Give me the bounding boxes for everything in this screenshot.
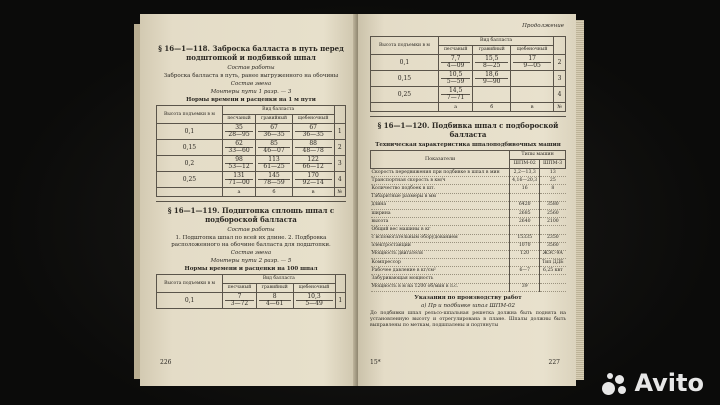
table-row xyxy=(371,87,566,103)
height-cell: 0,25 xyxy=(157,172,223,188)
spec-type: ШПМ-3 xyxy=(540,160,566,169)
table-row xyxy=(157,124,346,140)
notes-subhead: а) Пр и подбивке шпал ШПМ-02 xyxy=(420,302,516,309)
spec-value xyxy=(510,226,540,234)
spec-row xyxy=(371,193,566,201)
spec-row xyxy=(371,283,566,291)
spec-value: 2100 xyxy=(540,218,566,226)
col-type: щебеночный xyxy=(292,115,334,124)
continuation-label: Продолжение xyxy=(522,23,564,29)
s119-crew: Монтеры пути 2 разр. — 5 xyxy=(210,258,292,264)
col-type: щебеночный xyxy=(293,284,335,293)
spec-row xyxy=(371,259,566,267)
norm-cell: 98 53—12 xyxy=(222,156,255,172)
height-cell: 0,2 xyxy=(157,156,223,172)
spec-param: Рабочее давление в кг/см² xyxy=(371,267,510,275)
col-height-header: Высота подъемки в м xyxy=(157,106,223,124)
col-letter: № xyxy=(334,188,345,197)
spec-value: 2640 xyxy=(510,218,540,226)
norm-cell: 17 9—05 xyxy=(511,55,554,71)
book-edge-right xyxy=(576,20,584,380)
divider xyxy=(156,201,346,202)
col-type: песчаный xyxy=(222,115,255,124)
spec-row xyxy=(371,169,566,177)
spec-value xyxy=(510,193,540,201)
col-letter: а xyxy=(222,188,255,197)
norm-cell: 85 46—07 xyxy=(256,140,293,156)
section-120-title: § 16—1—120. Подбивка шпал с подбороской балласта xyxy=(377,121,559,139)
spec-value: 25 xyxy=(540,177,566,185)
spec-value: 13 xyxy=(540,169,566,177)
col-letter: в xyxy=(292,188,334,197)
norm-cell: 10,3 5—49 xyxy=(293,293,335,309)
spec-row xyxy=(371,201,566,209)
s119-composition: 1. Подштопка шпал по всей их длине. 2. Подбровка расположенного на обочине балласта для подштопки. xyxy=(171,235,331,248)
spec-value: ЖЭС-9А xyxy=(540,250,566,258)
norm-cell: 122 66—12 xyxy=(292,156,334,172)
col-type: гравийный xyxy=(256,115,293,124)
spec-value: 8 xyxy=(540,185,566,193)
table-row xyxy=(371,71,566,87)
norm-cell: 170 92—14 xyxy=(292,172,334,188)
notes-text: До подбивки шпал рельсо-шпальная решетка должна быть поднята на установленную высоту и отрегулирована в плане. Шпалы должны быть выправлены по меткам, подшпалены и подтянуты xyxy=(370,310,566,328)
spec-param: Забуривающая мощность xyxy=(371,275,510,283)
row-number: 2 xyxy=(554,55,566,71)
norm-cell xyxy=(473,87,511,103)
col-type: песчаный xyxy=(438,46,473,55)
spec-param: Транспортная скорость в км/ч xyxy=(371,177,510,185)
height-cell: 0,15 xyxy=(157,140,223,156)
col-type: песчаный xyxy=(223,284,257,293)
row-number: 3 xyxy=(334,156,345,172)
section-118-title: § 16—1—118. Заброска балласта в путь перед подштопкой и подбивкой шпал xyxy=(158,44,344,62)
spec-param: Компрессор xyxy=(371,259,510,267)
table-row xyxy=(157,293,346,309)
spec-row xyxy=(371,218,566,226)
s119-composition-head: Состав работы xyxy=(227,227,275,233)
spec-value: 3580 xyxy=(540,201,566,209)
s118-composition: Заброска балласта в путь, ранее выгруженного на обочины xyxy=(163,73,339,79)
spec-value: 2560 xyxy=(540,209,566,217)
norm-cell: 67 36—35 xyxy=(256,124,293,140)
section-119-title: § 16—1—119. Подштопка сплошь шпал с подбороской балласта xyxy=(167,206,335,224)
page-number: 226 xyxy=(160,359,172,366)
col-type: гравийный xyxy=(256,284,293,293)
norm-cell xyxy=(511,71,554,87)
spec-value xyxy=(510,259,540,267)
avito-watermark xyxy=(602,369,704,397)
norm-cell: 62 33—60 xyxy=(222,140,255,156)
spec-value: 2350 xyxy=(540,234,566,242)
norm-cell: 131 71—00 xyxy=(222,172,255,188)
spec-value: 15335 xyxy=(510,234,540,242)
table-row xyxy=(157,156,346,172)
norm-cell: 10,5 5—59 xyxy=(438,71,473,87)
spec-param: электростанции xyxy=(371,242,510,250)
norm-cell: 7,7 4—09 xyxy=(438,55,473,71)
spec-param: Габаритные размеры в мм xyxy=(371,193,510,201)
divider xyxy=(370,116,566,117)
signature-mark: 15* xyxy=(370,359,381,366)
s118-composition-head: Состав работы xyxy=(227,65,275,71)
table-row xyxy=(371,55,566,71)
norm-cell: 7 3—72 xyxy=(223,293,257,309)
col-letter: а xyxy=(438,103,473,112)
norm-cell: 145 78—59 xyxy=(256,172,293,188)
row-number: 1 xyxy=(334,124,345,140)
height-cell: 0,1 xyxy=(157,293,223,309)
avito-dots-icon xyxy=(602,370,628,396)
col-letter: № xyxy=(554,103,566,112)
spec-row xyxy=(371,209,566,217)
spec-value xyxy=(540,226,566,234)
s118-crew: Монтеры пути 1 разр. — 3 xyxy=(210,89,292,95)
row-number: 2 xyxy=(334,140,345,156)
spec-value: 39 xyxy=(510,283,540,291)
col-letter: б xyxy=(256,188,293,197)
norm-cell: 35 28—95 xyxy=(222,124,255,140)
spec-value xyxy=(540,283,566,291)
row-number: 3 xyxy=(554,71,566,87)
norm-cell: 88 48—78 xyxy=(292,140,334,156)
spec-param: Мощность в м на 1200 об/мин в л.с. xyxy=(371,283,510,291)
table-row xyxy=(157,140,346,156)
s118-crew-head: Состав звена xyxy=(230,81,272,87)
notes-head: Указания по производству работ xyxy=(414,294,522,301)
height-cell: 0,25 xyxy=(371,87,439,103)
spec-type-header: Типы машин xyxy=(510,151,566,160)
spec-param: длина xyxy=(371,201,510,209)
spec-param: Общий вес машины в кг xyxy=(371,226,510,234)
spec-row xyxy=(371,226,566,234)
norm-cell xyxy=(511,87,554,103)
page-number: 227 xyxy=(548,359,560,366)
norm-cell: 15,5 8—25 xyxy=(473,55,511,71)
s119-crew-head: Состав звена xyxy=(230,250,272,256)
spec-value: 120 xyxy=(510,250,540,258)
col-height-header: Высота подъемки в м xyxy=(157,275,223,293)
row-number: 4 xyxy=(334,172,345,188)
norm-cell: 18,6 9—90 xyxy=(473,71,511,87)
s119-norms-head: Нормы времени и расценки на 100 шпал xyxy=(184,266,318,272)
spec-value: 6420 xyxy=(510,201,540,209)
spec-row xyxy=(371,267,566,275)
spec-param: ширина xyxy=(371,209,510,217)
left-page xyxy=(140,14,356,386)
row-number: 1 xyxy=(335,293,345,309)
norm-cell: 8 4—61 xyxy=(256,293,293,309)
continued-norms-table xyxy=(370,36,566,112)
s118-norms-table xyxy=(156,105,346,197)
tech-spec-table xyxy=(370,150,566,292)
spec-param-header: Показатели xyxy=(371,151,510,169)
spec-value: 2685 xyxy=(510,209,540,217)
spec-param: Количество подбоек в шт. xyxy=(371,185,510,193)
spec-value: 1070 xyxy=(510,242,540,250)
s118-norms-head: Нормы времени и расценки на 1 м пути xyxy=(186,97,316,103)
row-number: 4 xyxy=(554,87,566,103)
open-book xyxy=(140,14,576,386)
col-letter: в xyxy=(511,103,554,112)
spec-value: 4,16—20,3 xyxy=(510,177,540,185)
s119-norms-table xyxy=(156,274,346,309)
spec-value xyxy=(540,193,566,201)
spec-param: высота xyxy=(371,218,510,226)
col-letter: б xyxy=(473,103,511,112)
height-cell: 0,15 xyxy=(371,71,439,87)
col-height-header: Высота подъемки в м xyxy=(371,37,439,55)
spec-value: 6—7 xyxy=(510,267,540,275)
spec-value xyxy=(510,275,540,283)
spec-row xyxy=(371,250,566,258)
spec-type: ШПМ-02 xyxy=(510,160,540,169)
col-type: щебеночный xyxy=(511,46,554,55)
col-ballast-header: Вид балласта xyxy=(438,37,553,46)
spec-value: 2,2—13,3 xyxy=(510,169,540,177)
norm-cell: 113 61—25 xyxy=(256,156,293,172)
norm-cell: 14,5 7—71 xyxy=(438,87,473,103)
col-ballast-header: Вид балласта xyxy=(223,275,335,284)
spec-row xyxy=(371,234,566,242)
spec-value: 6,25 квт xyxy=(540,267,566,275)
spec-row xyxy=(371,177,566,185)
tech-spec-head: Техническая характеристика шпалоподбивочных машин xyxy=(375,142,561,148)
norm-cell: 67 36—35 xyxy=(292,124,334,140)
spec-row xyxy=(371,275,566,283)
spec-value xyxy=(540,275,566,283)
spec-value: Тип ДДБ xyxy=(540,259,566,267)
spec-row xyxy=(371,185,566,193)
spec-value: 3560 xyxy=(540,242,566,250)
spec-param: Скорость передвижения при подбивке в шпал в мин xyxy=(371,169,510,177)
right-page xyxy=(358,14,576,386)
col-ballast-header: Вид балласта xyxy=(222,106,334,115)
table-row xyxy=(157,172,346,188)
spec-value: 16 xyxy=(510,185,540,193)
height-cell: 0,1 xyxy=(157,124,223,140)
spec-param: с вспомогательным оборудованием xyxy=(371,234,510,242)
avito-brand-text: Avito xyxy=(634,369,704,397)
spec-param: Мощность двигателя xyxy=(371,250,510,258)
spec-row xyxy=(371,242,566,250)
height-cell: 0,1 xyxy=(371,55,439,71)
col-type: гравийный xyxy=(473,46,511,55)
